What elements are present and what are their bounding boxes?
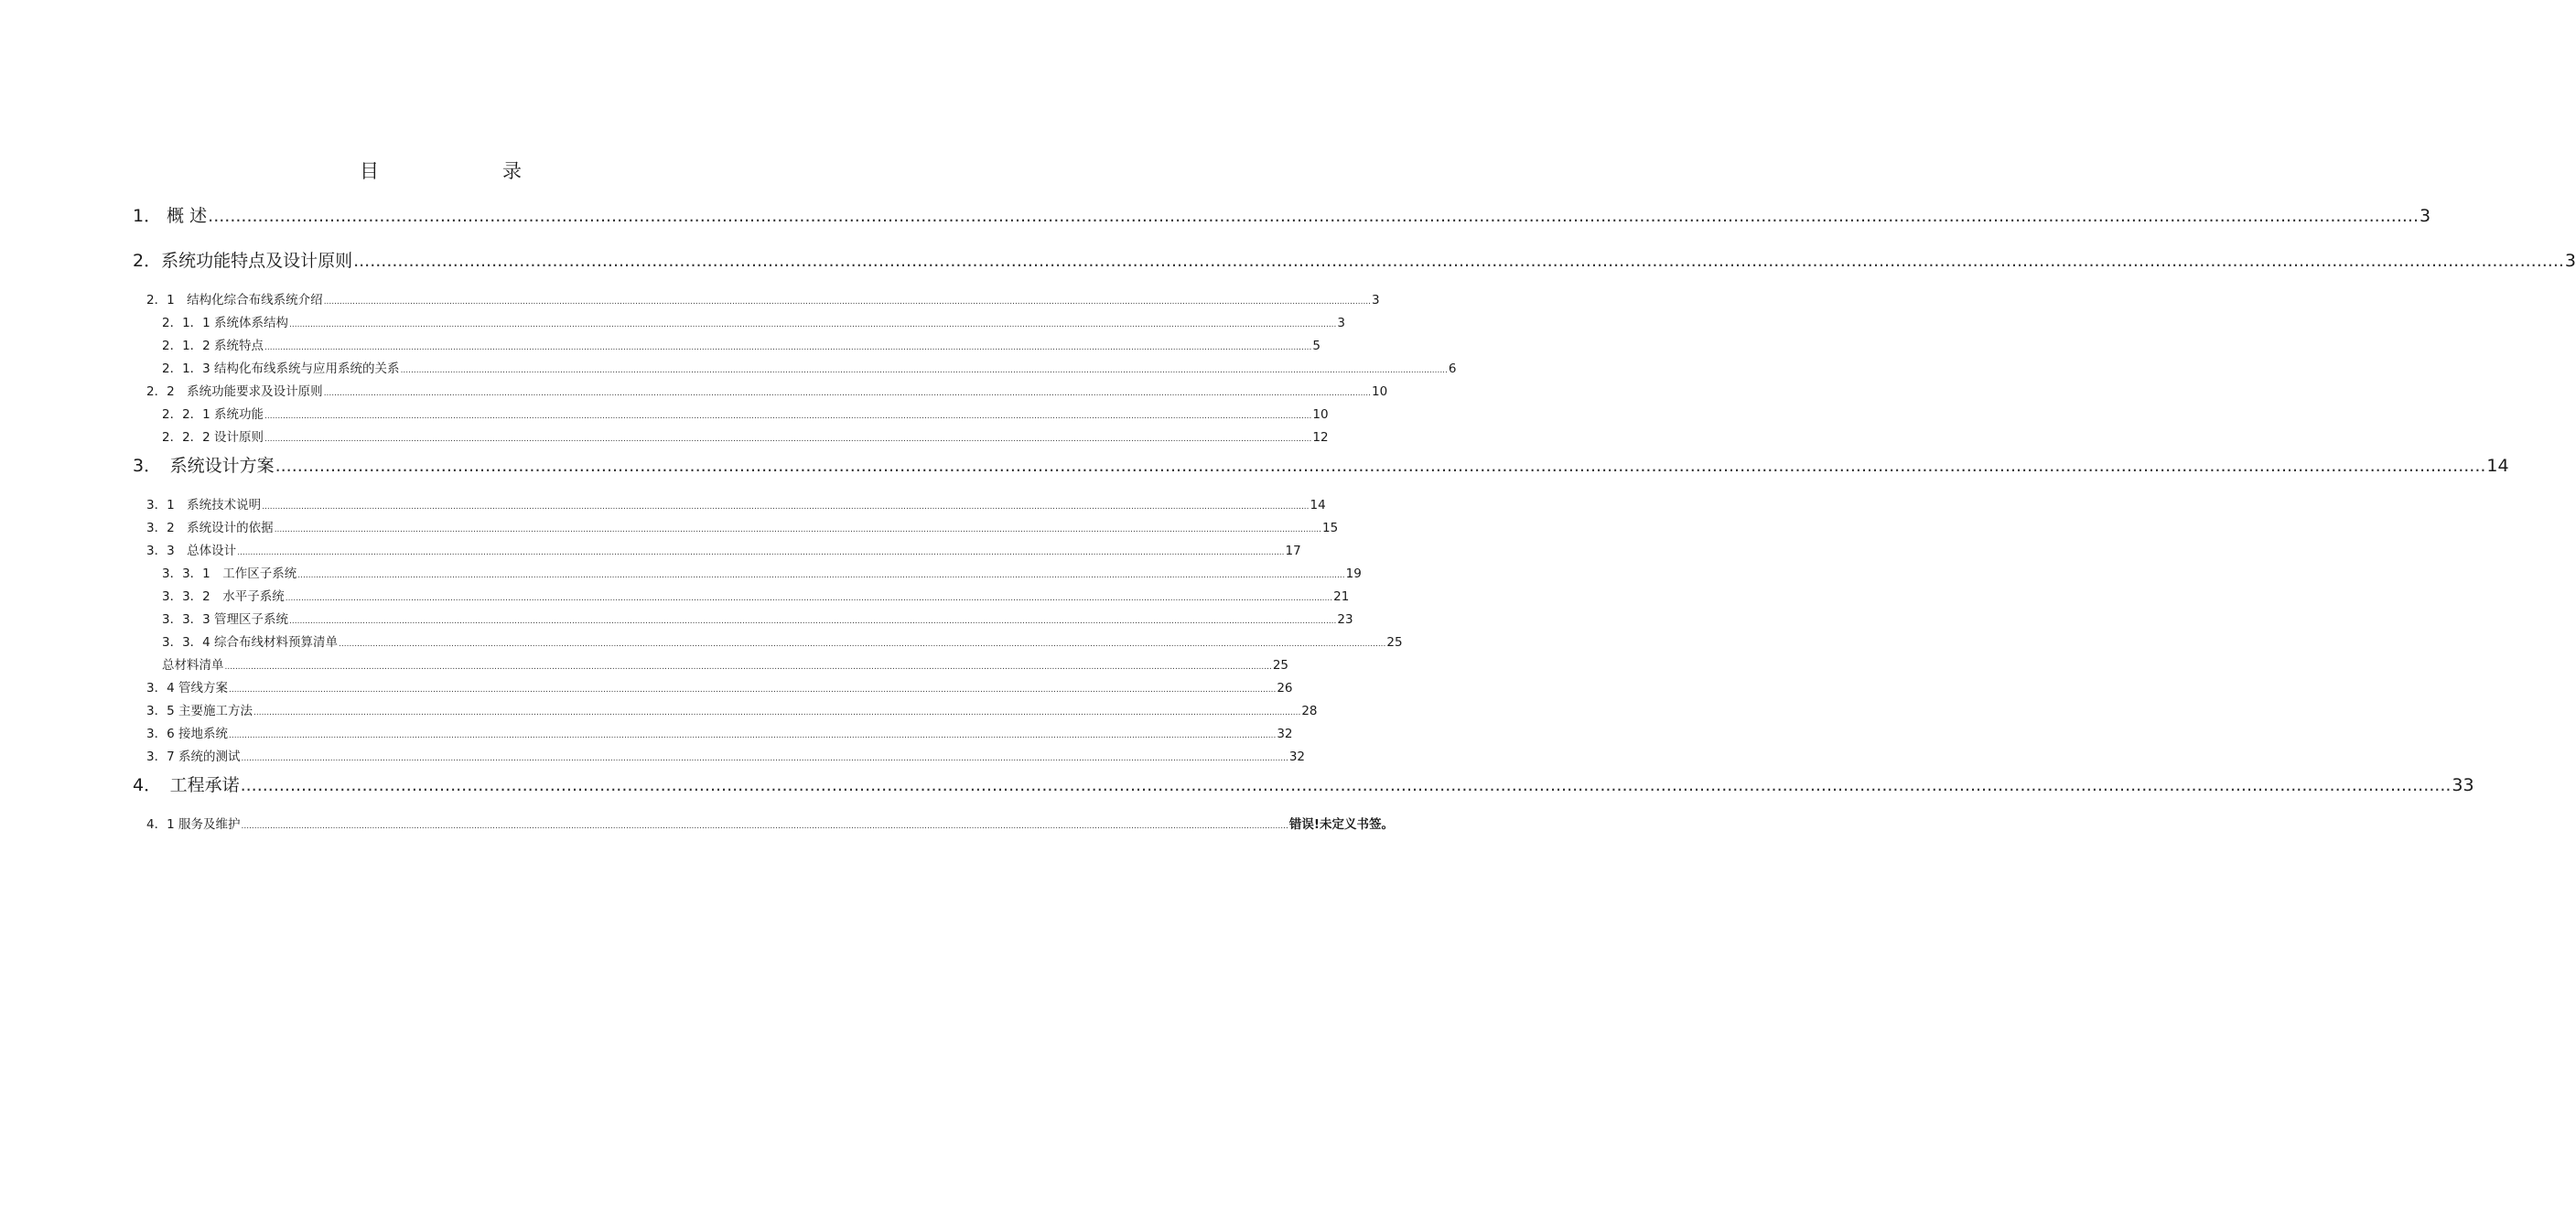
toc-leader: ................................................................................................................................................................................................................................................................................................................................................................................................................ [323, 389, 1372, 398]
toc-entry-label: 3．3 总体设计 [146, 544, 237, 558]
toc-leader: ................................................................................................................................................................................................................................................................................................................................................................................................................ [400, 366, 1448, 375]
toc-entry-page: 12 [1312, 430, 1329, 445]
toc-entry-label: 3．4 管线方案 [146, 681, 228, 696]
toc-entry[interactable] [133, 248, 2576, 274]
toc-leader: ................................................................................................................................................................................................................................................................................................................................................................................................................ [228, 685, 1277, 695]
toc-entry-label: 3．2 系统设计的依据 [146, 521, 274, 535]
toc-entry-label: 3．1 系统技术说明 [146, 498, 262, 512]
toc-leader: ................................................................................................................................................................................................................................................................................................................................................................................................................ [253, 708, 1301, 718]
toc-entry-page: 23 [1337, 612, 1353, 627]
toc-entry[interactable] [133, 453, 2509, 479]
toc-entry-label: 3．3．2 水平子系统 [162, 589, 285, 604]
toc-leader: ................................................................................................................................................................................................................................................................................................................................................................................................................ [224, 663, 1272, 672]
toc-entry-page: 17 [1285, 544, 1301, 558]
toc-entry-label: 2．2．1 系统功能 [162, 407, 264, 422]
toc-entry[interactable] [146, 541, 1301, 561]
toc-leader: ................................................................................................................................................................................................................................................................................................................................................................................................................ [241, 822, 1288, 831]
toc-entry[interactable] [162, 313, 1345, 333]
toc-entry-page: 3 [2564, 251, 2576, 271]
toc-entry[interactable] [162, 587, 1350, 607]
toc-leader: ................................................................................................................................................................................................................................................................................................................................................................................................................ [240, 775, 2452, 795]
toc-entry-label: 2．2．2 设计原则 [162, 430, 264, 445]
toc-entry[interactable] [162, 610, 1353, 630]
toc-title-right: 录 [502, 160, 522, 182]
toc-entry[interactable] [133, 772, 2474, 798]
toc-entry-page: 6 [1448, 361, 1457, 376]
toc-entry-label: 3．5 主要施工方法 [146, 704, 253, 718]
toc-leader: ................................................................................................................................................................................................................................................................................................................................................................................................................ [297, 571, 1345, 580]
toc-leader: ................................................................................................................................................................................................................................................................................................................................................................................................................ [274, 525, 1322, 534]
toc-entry-label: 4．1 服务及维护 [146, 817, 241, 832]
toc-leader: ................................................................................................................................................................................................................................................................................................................................................................................................................ [264, 435, 1312, 444]
toc-entry[interactable] [146, 678, 1293, 698]
toc-entry[interactable] [162, 632, 1403, 653]
toc-entry-label: 2．1．1 系统体系结构 [162, 316, 289, 330]
toc-entry[interactable] [162, 427, 1329, 448]
toc-leader: ................................................................................................................................................................................................................................................................................................................................................................................................................ [289, 617, 1337, 626]
toc-entry-label: 4． 工程承诺 [133, 775, 240, 795]
toc-entry-page: 25 [1386, 635, 1403, 650]
toc-entry-label: 2．1．3 结构化布线系统与应用系统的关系 [162, 361, 400, 376]
toc-entry-label: 3．3．1 工作区子系统 [162, 566, 297, 581]
toc-leader: ................................................................................................................................................................................................................................................................................................................................................................................................................ [285, 594, 1333, 603]
toc-entry-label: 2．系统功能特点及设计原则 [133, 251, 353, 271]
toc-entry-page: 32 [1288, 750, 1306, 764]
toc-entry-page: 28 [1301, 704, 1318, 718]
toc-entry[interactable] [146, 290, 1380, 310]
toc-entry-page: 3 [2420, 206, 2431, 226]
toc-title [0, 157, 869, 185]
toc-leader: ................................................................................................................................................................................................................................................................................................................................................................................................................ [228, 731, 1277, 740]
toc-entry[interactable] [146, 701, 1318, 721]
toc-entry[interactable] [146, 747, 1306, 767]
toc-entry-label: 2．1．2 系统特点 [162, 339, 264, 353]
toc-entry-page: 10 [1372, 384, 1388, 399]
toc-entry[interactable] [162, 336, 1320, 356]
toc-title-left: 目 [360, 160, 379, 182]
toc-entry-page: 19 [1345, 566, 1362, 581]
toc-entry-label: 3．6 接地系统 [146, 727, 228, 741]
toc-entry[interactable] [146, 495, 1326, 515]
toc-entry-label: 3． 系统设计方案 [133, 456, 275, 476]
toc-entry-label: 2．2 系统功能要求及设计原则 [146, 384, 323, 399]
toc-leader: ................................................................................................................................................................................................................................................................................................................................................................................................................ [353, 251, 2564, 271]
toc-entry-page: 3 [1337, 316, 1345, 330]
toc-entry[interactable] [162, 564, 1362, 584]
toc-leader: ................................................................................................................................................................................................................................................................................................................................................................................................................ [241, 754, 1288, 763]
toc-entry-page: 10 [1312, 407, 1329, 422]
toc-entry-page-error: 错误!未定义书签。 [1288, 817, 1394, 832]
toc-leader: ................................................................................................................................................................................................................................................................................................................................................................................................................ [262, 502, 1310, 512]
toc-entry[interactable] [133, 203, 2431, 229]
toc-entry-page: 25 [1272, 658, 1289, 673]
toc-entry[interactable] [162, 655, 1289, 675]
toc-entry-page: 5 [1312, 339, 1320, 353]
toc-entry-page: 14 [1310, 498, 1326, 512]
toc-leader: ................................................................................................................................................................................................................................................................................................................................................................................................................ [264, 412, 1312, 421]
toc-entry-page: 26 [1277, 681, 1293, 696]
toc-entry-page: 14 [2486, 456, 2509, 476]
toc-entry[interactable] [146, 724, 1293, 744]
toc-entry[interactable] [146, 382, 1388, 402]
toc-entry-label: 3．7 系统的测试 [146, 750, 241, 764]
toc-entry[interactable] [162, 405, 1329, 425]
toc-leader: ................................................................................................................................................................................................................................................................................................................................................................................................................ [339, 640, 1386, 649]
toc-entry-page: 33 [2452, 775, 2474, 795]
toc-entry-label: 3．3．4 综合布线材料预算清单 [162, 635, 339, 650]
toc-leader: ................................................................................................................................................................................................................................................................................................................................................................................................................ [289, 320, 1337, 329]
toc-entry-page: 15 [1322, 521, 1339, 535]
toc-entry[interactable] [162, 359, 1457, 379]
toc-entry-page: 21 [1333, 589, 1350, 604]
toc-leader: ................................................................................................................................................................................................................................................................................................................................................................................................................ [237, 548, 1285, 557]
toc-entry-page: 3 [1372, 293, 1380, 308]
toc-leader: ................................................................................................................................................................................................................................................................................................................................................................................................................ [264, 343, 1312, 352]
toc-entry[interactable] [146, 518, 1339, 538]
toc-entry-label: 总材料清单 [162, 658, 224, 673]
toc-entry-label: 1． 概 述 [133, 206, 208, 226]
toc-leader: ................................................................................................................................................................................................................................................................................................................................................................................................................ [208, 206, 2419, 226]
toc-entry-label: 3．3．3 管理区子系统 [162, 612, 289, 627]
toc-entry[interactable] [146, 815, 1394, 835]
toc-leader: ................................................................................................................................................................................................................................................................................................................................................................................................................ [323, 297, 1372, 307]
toc-entry-page: 32 [1277, 727, 1293, 741]
toc-leader: ................................................................................................................................................................................................................................................................................................................................................................................................................ [275, 456, 2486, 476]
toc-entry-label: 2．1 结构化综合布线系统介绍 [146, 293, 323, 308]
